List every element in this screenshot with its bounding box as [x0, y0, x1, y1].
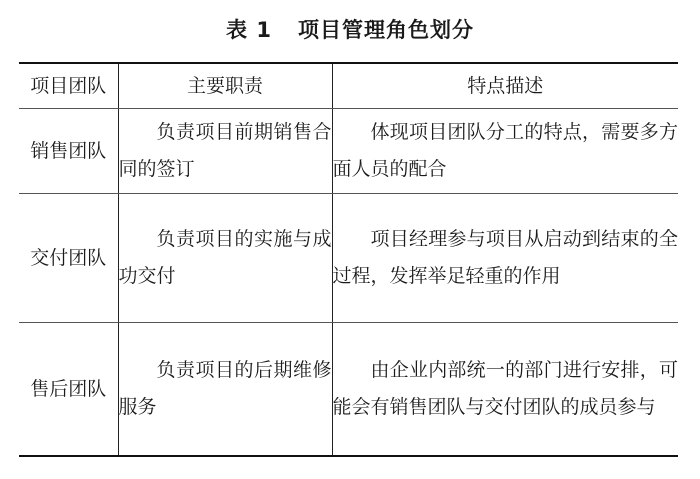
header-duty: 主要职责: [118, 63, 332, 109]
duty-cell: 负责项目的后期维修服务: [118, 323, 332, 457]
roles-table: [19, 62, 678, 457]
duty-cell: 负责项目前期销售合同的签订: [118, 109, 332, 194]
table-row: [19, 109, 678, 194]
team-cell: 售后团队: [19, 323, 118, 457]
header-row: [19, 63, 678, 109]
table-number: 表 1: [226, 18, 272, 42]
duty-cell: 负责项目的实施与成功交付: [118, 194, 332, 323]
feature-cell: 项目经理参与项目从启动到结束的全过程，发挥举足轻重的作用: [332, 194, 678, 323]
table-caption: [0, 14, 700, 44]
table-row: [19, 194, 678, 323]
feature-cell: 由企业内部统一的部门进行安排，可能会有销售团队与交付团队的成员参与: [332, 323, 678, 457]
table-title: 项目管理角色划分: [297, 18, 474, 42]
feature-cell: 体现项目团队分工的特点，需要多方面人员的配合: [332, 109, 678, 194]
table-row: [19, 323, 678, 457]
header-team: 项目团队: [19, 63, 118, 109]
team-cell: 销售团队: [19, 109, 118, 194]
team-cell: 交付团队: [19, 194, 118, 323]
header-feature: 特点描述: [332, 63, 678, 109]
